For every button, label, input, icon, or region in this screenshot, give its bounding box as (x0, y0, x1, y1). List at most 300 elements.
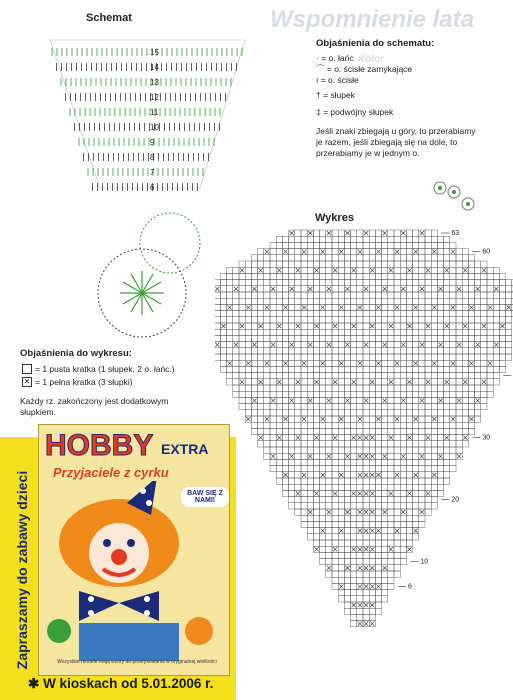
grid-cell (456, 422, 462, 428)
grid-cell (313, 466, 319, 472)
grid-cell (295, 478, 301, 484)
legend-empty-box: = 1 pusta kratka (1 słupek, 2 o. łańc.) (22, 364, 175, 374)
grid-cell (307, 360, 313, 366)
grid-cell (400, 528, 406, 534)
grid-cell (313, 497, 319, 503)
grid-cell-filled (476, 398, 480, 402)
grid-cell-filled (358, 529, 362, 533)
grid-cell-filled (352, 436, 356, 440)
grid-cell (375, 565, 381, 571)
grid-cell (382, 490, 388, 496)
grid-cell (419, 435, 425, 441)
grid-cell (264, 323, 270, 329)
grid-cell-filled (407, 436, 411, 440)
grid-cell (301, 459, 307, 465)
grid-cell (369, 441, 375, 447)
grid-cell (363, 292, 369, 298)
grid-cell (375, 447, 381, 453)
grid-cell (475, 391, 481, 397)
grid-cell (475, 404, 481, 410)
grid-cell (450, 311, 456, 317)
grid-cell (406, 311, 412, 317)
grid-cell (369, 236, 375, 242)
grid-cell (251, 255, 257, 261)
grid-cell (245, 335, 251, 341)
grid-cell (369, 559, 375, 565)
grid-cell (375, 422, 381, 428)
grid-cell (394, 292, 400, 298)
grid-cell-filled (364, 622, 368, 626)
grid-cell (431, 459, 437, 465)
grid-cell (332, 441, 338, 447)
grid-cell-filled (302, 417, 306, 421)
grid-cell (363, 459, 369, 465)
grid-cell (227, 311, 233, 317)
grid-cell (264, 255, 270, 261)
grid-cell (375, 397, 381, 403)
grid-cell-filled (401, 287, 405, 291)
grid-cell (506, 329, 512, 335)
grid-cell (506, 354, 512, 360)
grid-cell (375, 373, 381, 379)
grid-cell (413, 391, 419, 397)
grid-cell (462, 410, 468, 416)
grid-cell (239, 311, 245, 317)
grid-cell (468, 354, 474, 360)
grid-cell (220, 317, 226, 323)
grid-cell (394, 397, 400, 403)
grid-cell (363, 416, 369, 422)
grid-cell (282, 342, 288, 348)
grid-cell (251, 292, 257, 298)
grid-cell (382, 466, 388, 472)
grid-cell (332, 559, 338, 565)
grid-cell (406, 329, 412, 335)
grid-cell (388, 255, 394, 261)
grid-cell (313, 404, 319, 410)
grid-cell (499, 360, 505, 366)
grid-cell (493, 360, 499, 366)
grid-row-label: 63 (451, 230, 460, 237)
grid-cell (326, 404, 332, 410)
grid-cell (307, 354, 313, 360)
grid-cell (388, 404, 394, 410)
grid-cell (295, 255, 301, 261)
grid-cell (382, 311, 388, 317)
grid-cell (499, 311, 505, 317)
grid-cell-filled (463, 324, 467, 328)
grid-cell (388, 577, 394, 583)
grid-cell (264, 373, 270, 379)
grid-cell-filled (271, 287, 275, 291)
cover-footer: Wszystkie modele mają wzory do przerysowania w oryginalnej wielkości (57, 659, 217, 665)
grid-cell (468, 292, 474, 298)
grid-cell (487, 348, 493, 354)
grid-cell (475, 304, 481, 310)
grid-cell (338, 422, 344, 428)
grid-cell (276, 478, 282, 484)
grid-cell (382, 335, 388, 341)
grid-cell-filled (327, 510, 331, 514)
grid-cell (394, 478, 400, 484)
grid-cell-filled (259, 324, 263, 328)
grid-cell (351, 286, 357, 292)
grid-cell (400, 559, 406, 565)
grid-cell (338, 410, 344, 416)
grid-cell (332, 422, 338, 428)
grid-cell-filled (345, 566, 349, 570)
grid-cell-filled (333, 491, 337, 495)
grid-cell (264, 286, 270, 292)
grid-cell (419, 261, 425, 267)
grid-cell (444, 453, 450, 459)
grid-cell (468, 317, 474, 323)
grid-cell (264, 447, 270, 453)
grid-cell (357, 459, 363, 465)
grid-cell (332, 249, 338, 255)
grid-cell (475, 410, 481, 416)
grid-cell (437, 416, 443, 422)
grid-cell-filled (476, 343, 480, 347)
grid-cell (295, 298, 301, 304)
grid-cell (382, 416, 388, 422)
grid-cell (289, 329, 295, 335)
grid-cell (264, 267, 270, 273)
grid-cell-filled (246, 361, 250, 365)
grid-cell (344, 490, 350, 496)
grid-cell (481, 261, 487, 267)
grid-cell (270, 249, 276, 255)
grid-cell (351, 583, 357, 589)
grid-cell (413, 292, 419, 298)
grid-cell (487, 317, 493, 323)
grid-cell (437, 304, 443, 310)
grid-row-label: 20 (451, 496, 460, 504)
grid-cell-filled (407, 268, 411, 272)
grid-cell (313, 515, 319, 521)
grid-cell (400, 249, 406, 255)
grid-cell (301, 379, 307, 385)
grid-cell (239, 273, 245, 279)
grid-cell (450, 342, 456, 348)
grid-cell (258, 273, 264, 279)
grid-cell (251, 354, 257, 360)
grid-cell (233, 317, 239, 323)
grid-cell-filled (457, 398, 461, 402)
grid-cell (375, 453, 381, 459)
grid-cell (413, 242, 419, 248)
grid-cell (313, 366, 319, 372)
grid-cell (369, 540, 375, 546)
grid-cell (450, 385, 456, 391)
grid-cell (338, 397, 344, 403)
grid-cell (382, 267, 388, 273)
grid-cell (388, 447, 394, 453)
grid-cell (388, 422, 394, 428)
grid-cell (276, 366, 282, 372)
grid-cell-filled (438, 343, 442, 347)
grid-cell (375, 571, 381, 577)
grid-cell (400, 459, 406, 465)
grid-cell (419, 416, 425, 422)
grid-cell (227, 317, 233, 323)
grid-cell (289, 317, 295, 323)
grid-cell (313, 453, 319, 459)
grid-cell-filled (426, 491, 430, 495)
grid-cell (220, 335, 226, 341)
grid-cell (406, 428, 412, 434)
grid-cell (270, 317, 276, 323)
grid-cell (301, 255, 307, 261)
grid-cell-filled (358, 622, 362, 626)
grid-cell (332, 416, 338, 422)
grid-cell (369, 249, 375, 255)
grid-cell (382, 329, 388, 335)
grid-cell (344, 280, 350, 286)
grid-cell (233, 280, 239, 286)
grid-cell (450, 329, 456, 335)
grid-cell (400, 304, 406, 310)
grid-cell (363, 608, 369, 614)
grid-cell (419, 447, 425, 453)
grid-cell (437, 360, 443, 366)
grid-cell (289, 360, 295, 366)
grid-cell (251, 267, 257, 273)
grid-cell (320, 373, 326, 379)
grid-cell (394, 422, 400, 428)
grid-cell-filled (345, 231, 349, 235)
grid-cell (289, 428, 295, 434)
grid-cell (363, 410, 369, 416)
row-number: 13 (150, 78, 159, 87)
grid-cell (289, 472, 295, 478)
grid-cell (338, 261, 344, 267)
grid-cell (400, 242, 406, 248)
grid-cell (301, 428, 307, 434)
grid-cell (326, 497, 332, 503)
grid-cell (437, 280, 443, 286)
grid-cell (233, 311, 239, 317)
grid-cell (369, 459, 375, 465)
grid-cell (344, 577, 350, 583)
grid-cell (487, 298, 493, 304)
grid-cell (400, 329, 406, 335)
grid-cell (487, 329, 493, 335)
grid-cell (468, 311, 474, 317)
grid-cell (450, 286, 456, 292)
grid-cell (375, 435, 381, 441)
grid-cell (394, 317, 400, 323)
grid-cell (431, 422, 437, 428)
grid-cell (258, 354, 264, 360)
grid-cell (357, 534, 363, 540)
grid-cell (363, 267, 369, 273)
grid-cell (400, 484, 406, 490)
grid-cell (270, 385, 276, 391)
grid-cell (400, 447, 406, 453)
grid-cell (475, 373, 481, 379)
grid-cell (431, 280, 437, 286)
grid-cell-filled (389, 380, 393, 384)
grid-cell (382, 298, 388, 304)
grid-cell (394, 348, 400, 354)
grid-cell (375, 441, 381, 447)
grid-cell (363, 366, 369, 372)
grid-cell (320, 435, 326, 441)
grid-cell (468, 335, 474, 341)
grid-cell (282, 447, 288, 453)
grid-cell (245, 292, 251, 298)
row-number: 7 (150, 168, 155, 177)
grid-cell (431, 317, 437, 323)
grid-cell (437, 435, 443, 441)
grid-cell (431, 311, 437, 317)
grid-cell (332, 242, 338, 248)
grid-cell (400, 348, 406, 354)
grid-cell-filled (420, 343, 424, 347)
grid-cell (344, 528, 350, 534)
grid-cell (320, 466, 326, 472)
grid-cell (444, 385, 450, 391)
grid-cell (444, 360, 450, 366)
grid-cell (276, 242, 282, 248)
grid-cell (357, 552, 363, 558)
grid-cell (475, 317, 481, 323)
grid-cell (351, 447, 357, 453)
row-number: 6 (150, 183, 155, 192)
grid-cell-filled (364, 343, 368, 347)
grid-cell (363, 329, 369, 335)
grid-cell-filled (389, 324, 393, 328)
grid-cell-filled (364, 398, 368, 402)
grid-cell-filled (314, 547, 318, 551)
grid-cell (475, 385, 481, 391)
grid-cell (413, 404, 419, 410)
grid-cell (227, 329, 233, 335)
grid-cell-filled (445, 324, 449, 328)
grid-cell (326, 323, 332, 329)
grid-cell (295, 292, 301, 298)
grid-cell (456, 292, 462, 298)
grid-cell (233, 379, 239, 385)
grid-cell (431, 329, 437, 335)
grid-cell (357, 397, 363, 403)
grid-cell (351, 428, 357, 434)
grid-cell (338, 323, 344, 329)
grid-cell (270, 323, 276, 329)
grid-cell (332, 484, 338, 490)
grid-cell (301, 323, 307, 329)
grid-cell (481, 348, 487, 354)
grid-cell (431, 490, 437, 496)
grid-cell (382, 559, 388, 565)
grid-cell-filled (482, 380, 486, 384)
grid-cell-filled (265, 361, 269, 365)
grid-cell (406, 515, 412, 521)
grid-cell (413, 311, 419, 317)
grid-cell (481, 366, 487, 372)
grid-cell (481, 385, 487, 391)
grid-cell (301, 267, 307, 273)
grid-cell-filled (376, 305, 380, 309)
grid-cell (450, 298, 456, 304)
grid-cell-filled (358, 603, 362, 607)
grid-cell (437, 472, 443, 478)
grid-cell (437, 323, 443, 329)
grid-cell (357, 521, 363, 527)
grid-cell (313, 534, 319, 540)
grid-cell (326, 447, 332, 453)
grid-cell (388, 416, 394, 422)
grid-cell (276, 459, 282, 465)
grid-cell (493, 311, 499, 317)
grid-cell (313, 342, 319, 348)
grid-cell-filled (476, 287, 480, 291)
grid-cell (227, 323, 233, 329)
ad-date: ✱ W kioskach od 5.01.2006 r. (28, 676, 214, 691)
grid-cell (468, 329, 474, 335)
grid-cell-filled (420, 287, 424, 291)
grid-cell (425, 478, 431, 484)
grid-cell (499, 298, 505, 304)
grid-cell (450, 404, 456, 410)
grid-cell (388, 242, 394, 248)
grid-cell (363, 280, 369, 286)
grid-cell (326, 298, 332, 304)
grid-cell-filled (246, 305, 250, 309)
grid-cell (431, 435, 437, 441)
grid-cell-filled (345, 287, 349, 291)
grid-cell-filled (283, 250, 287, 254)
cover-extra: EXTRA (161, 441, 209, 457)
grid-cell (233, 298, 239, 304)
grid-cell-filled (395, 305, 399, 309)
row-number: 9 (150, 138, 155, 147)
grid-cell (215, 354, 220, 360)
grid-cell (406, 292, 412, 298)
grid-cell (276, 317, 282, 323)
grid-cell (307, 490, 313, 496)
grid-cell (363, 534, 369, 540)
grid-cell-filled (277, 436, 281, 440)
grid-cell (369, 255, 375, 261)
grid-cell (406, 416, 412, 422)
grid-cell (357, 323, 363, 329)
grid-cell (215, 292, 220, 298)
grid-cell (369, 571, 375, 577)
grid-cell (406, 385, 412, 391)
grid-cell-filled (314, 380, 318, 384)
grid-cell (332, 342, 338, 348)
grid-cell (344, 447, 350, 453)
grid-cell (320, 348, 326, 354)
grid-cell (270, 410, 276, 416)
grid-cell (481, 304, 487, 310)
grid-cell (307, 273, 313, 279)
grid-cell (363, 317, 369, 323)
grid-cell (419, 267, 425, 273)
grid-cell (344, 583, 350, 589)
grid-cell (258, 422, 264, 428)
grid-cell-filled (345, 510, 349, 514)
grid-cell (351, 590, 357, 596)
grid-cell (258, 385, 264, 391)
grid-cell (487, 273, 493, 279)
grid-cell (375, 459, 381, 465)
grid-cell (258, 261, 264, 267)
grid-cell (320, 379, 326, 385)
grid-cell (481, 292, 487, 298)
